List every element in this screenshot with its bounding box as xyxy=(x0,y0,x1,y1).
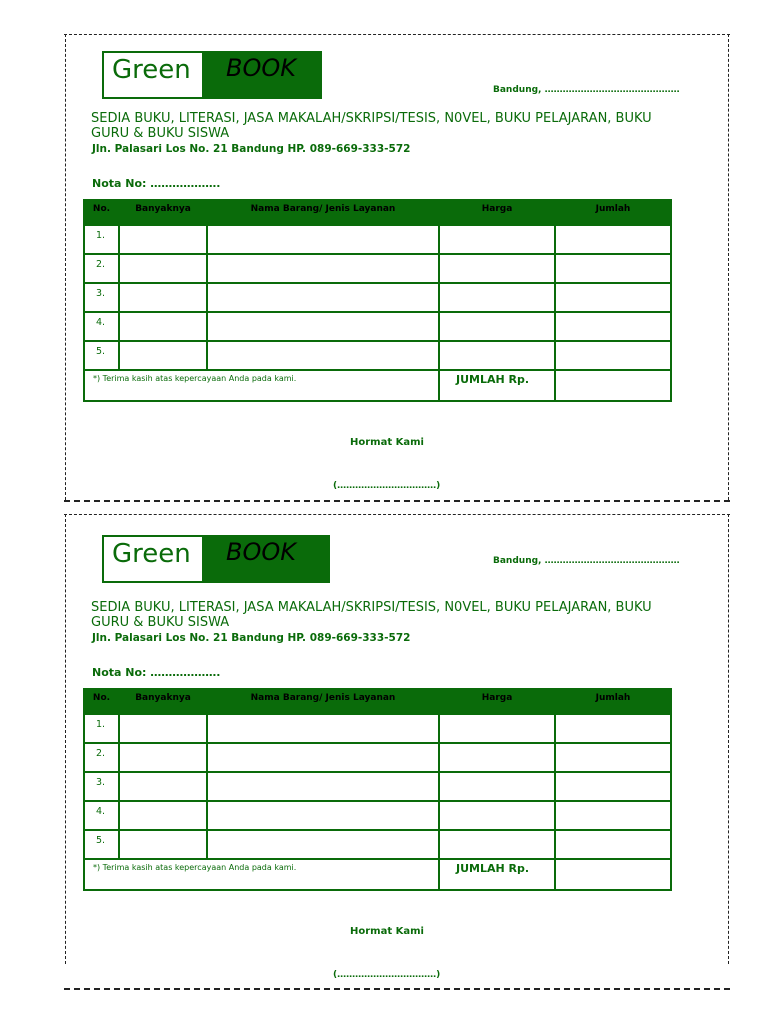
cell-nama-barang[interactable] xyxy=(207,225,439,254)
city-date-line: Bandung, ……………………………………… xyxy=(493,556,680,566)
header-jumlah: Jumlah xyxy=(555,689,671,714)
cell-jumlah[interactable] xyxy=(555,225,671,254)
row-number: 5. xyxy=(84,830,119,859)
row-number: 4. xyxy=(84,312,119,341)
header-nama-barang: Nama Barang/ Jenis Layanan xyxy=(207,689,439,714)
table-row xyxy=(84,283,671,312)
total-label: JUMLAH Rp. xyxy=(439,859,555,890)
total-amount-cell[interactable] xyxy=(555,370,671,401)
cell-nama-barang[interactable] xyxy=(207,341,439,370)
row-number: 1. xyxy=(84,714,119,743)
table-row xyxy=(84,743,671,772)
table-row xyxy=(84,830,671,859)
business-address: Jln. Palasari Los No. 21 Bandung HP. 089-669-333-572 xyxy=(92,632,411,644)
business-tagline: SEDIA BUKU, LITERASI, JASA MAKALAH/SKRIPSI/TESIS, N0VEL, BUKU PELAJARAN, BUKU GURU & BUKU SISWA xyxy=(91,111,652,141)
nota-number: Nota No: ………………. xyxy=(92,177,221,190)
cell-harga[interactable] xyxy=(439,225,555,254)
thank-you-note: *) Terima kasih atas kepercayaan Anda pada kami. xyxy=(84,370,439,401)
cell-nama-barang[interactable] xyxy=(207,772,439,801)
cell-harga[interactable] xyxy=(439,254,555,283)
cut-line-separator xyxy=(64,500,730,502)
brand-logo-green: Green xyxy=(102,535,212,583)
cell-nama-barang[interactable] xyxy=(207,801,439,830)
cell-jumlah[interactable] xyxy=(555,341,671,370)
cell-banyaknya[interactable] xyxy=(119,254,207,283)
cell-harga[interactable] xyxy=(439,801,555,830)
cell-banyaknya[interactable] xyxy=(119,830,207,859)
header-no: No. xyxy=(84,200,119,225)
header-nama-barang: Nama Barang/ Jenis Layanan xyxy=(207,200,439,225)
row-number: 3. xyxy=(84,283,119,312)
cell-nama-barang[interactable] xyxy=(207,312,439,341)
cell-harga[interactable] xyxy=(439,743,555,772)
row-number: 5. xyxy=(84,341,119,370)
row-number: 4. xyxy=(84,801,119,830)
cell-jumlah[interactable] xyxy=(555,772,671,801)
header-banyaknya: Banyaknya xyxy=(119,689,207,714)
regards-text: Hormat Kami xyxy=(350,437,424,448)
cut-line-top xyxy=(64,34,730,35)
cell-banyaknya[interactable] xyxy=(119,283,207,312)
cell-nama-barang[interactable] xyxy=(207,830,439,859)
row-number: 3. xyxy=(84,772,119,801)
nota-number: Nota No: ………………. xyxy=(92,666,221,679)
table-row xyxy=(84,341,671,370)
city-date-line: Bandung, ……………………………………… xyxy=(493,85,680,95)
signature-line: (……………………………) xyxy=(333,481,441,491)
cell-harga[interactable] xyxy=(439,312,555,341)
table-header-row xyxy=(84,689,671,714)
cell-banyaknya[interactable] xyxy=(119,312,207,341)
cut-line-left xyxy=(65,34,66,500)
header-jumlah: Jumlah xyxy=(555,200,671,225)
table-row xyxy=(84,714,671,743)
cell-nama-barang[interactable] xyxy=(207,714,439,743)
cut-line-left xyxy=(65,514,66,964)
cell-jumlah[interactable] xyxy=(555,830,671,859)
header-banyaknya: Banyaknya xyxy=(119,200,207,225)
table-footer-row xyxy=(84,370,671,401)
cell-jumlah[interactable] xyxy=(555,254,671,283)
signature-line: (……………………………) xyxy=(333,970,441,980)
cell-banyaknya[interactable] xyxy=(119,772,207,801)
regards-text: Hormat Kami xyxy=(350,926,424,937)
table-row xyxy=(84,801,671,830)
cut-line-top xyxy=(64,514,730,515)
total-label: JUMLAH Rp. xyxy=(439,370,555,401)
cell-nama-barang[interactable] xyxy=(207,283,439,312)
cell-banyaknya[interactable] xyxy=(119,225,207,254)
cell-jumlah[interactable] xyxy=(555,312,671,341)
brand-logo-book: BOOK xyxy=(202,51,322,99)
header-harga: Harga xyxy=(439,200,555,225)
business-address: Jln. Palasari Los No. 21 Bandung HP. 089-669-333-572 xyxy=(92,143,411,155)
table-row xyxy=(84,225,671,254)
header-no: No. xyxy=(84,689,119,714)
cut-line-right xyxy=(728,34,729,500)
row-number: 2. xyxy=(84,254,119,283)
brand-logo-book: BOOK xyxy=(202,535,330,583)
row-number: 2. xyxy=(84,743,119,772)
cell-harga[interactable] xyxy=(439,714,555,743)
total-amount-cell[interactable] xyxy=(555,859,671,890)
cell-banyaknya[interactable] xyxy=(119,801,207,830)
cell-jumlah[interactable] xyxy=(555,714,671,743)
business-tagline: SEDIA BUKU, LITERASI, JASA MAKALAH/SKRIPSI/TESIS, N0VEL, BUKU PELAJARAN, BUKU GURU & BUKU SISWA xyxy=(91,600,652,630)
brand-logo-green: Green xyxy=(102,51,212,99)
cut-line-bottom xyxy=(64,988,730,990)
cell-jumlah[interactable] xyxy=(555,743,671,772)
items-table xyxy=(83,688,672,891)
table-row xyxy=(84,772,671,801)
table-row xyxy=(84,254,671,283)
thank-you-note: *) Terima kasih atas kepercayaan Anda pada kami. xyxy=(84,859,439,890)
cell-harga[interactable] xyxy=(439,830,555,859)
cell-harga[interactable] xyxy=(439,341,555,370)
cell-jumlah[interactable] xyxy=(555,801,671,830)
row-number: 1. xyxy=(84,225,119,254)
cut-line-right xyxy=(728,514,729,964)
table-header-row xyxy=(84,200,671,225)
cell-jumlah[interactable] xyxy=(555,283,671,312)
cell-harga[interactable] xyxy=(439,772,555,801)
cell-banyaknya[interactable] xyxy=(119,714,207,743)
table-footer-row xyxy=(84,859,671,890)
cell-banyaknya[interactable] xyxy=(119,341,207,370)
cell-harga[interactable] xyxy=(439,283,555,312)
cell-banyaknya[interactable] xyxy=(119,743,207,772)
cell-nama-barang[interactable] xyxy=(207,743,439,772)
items-table xyxy=(83,199,672,402)
table-row xyxy=(84,312,671,341)
cell-nama-barang[interactable] xyxy=(207,254,439,283)
header-harga: Harga xyxy=(439,689,555,714)
